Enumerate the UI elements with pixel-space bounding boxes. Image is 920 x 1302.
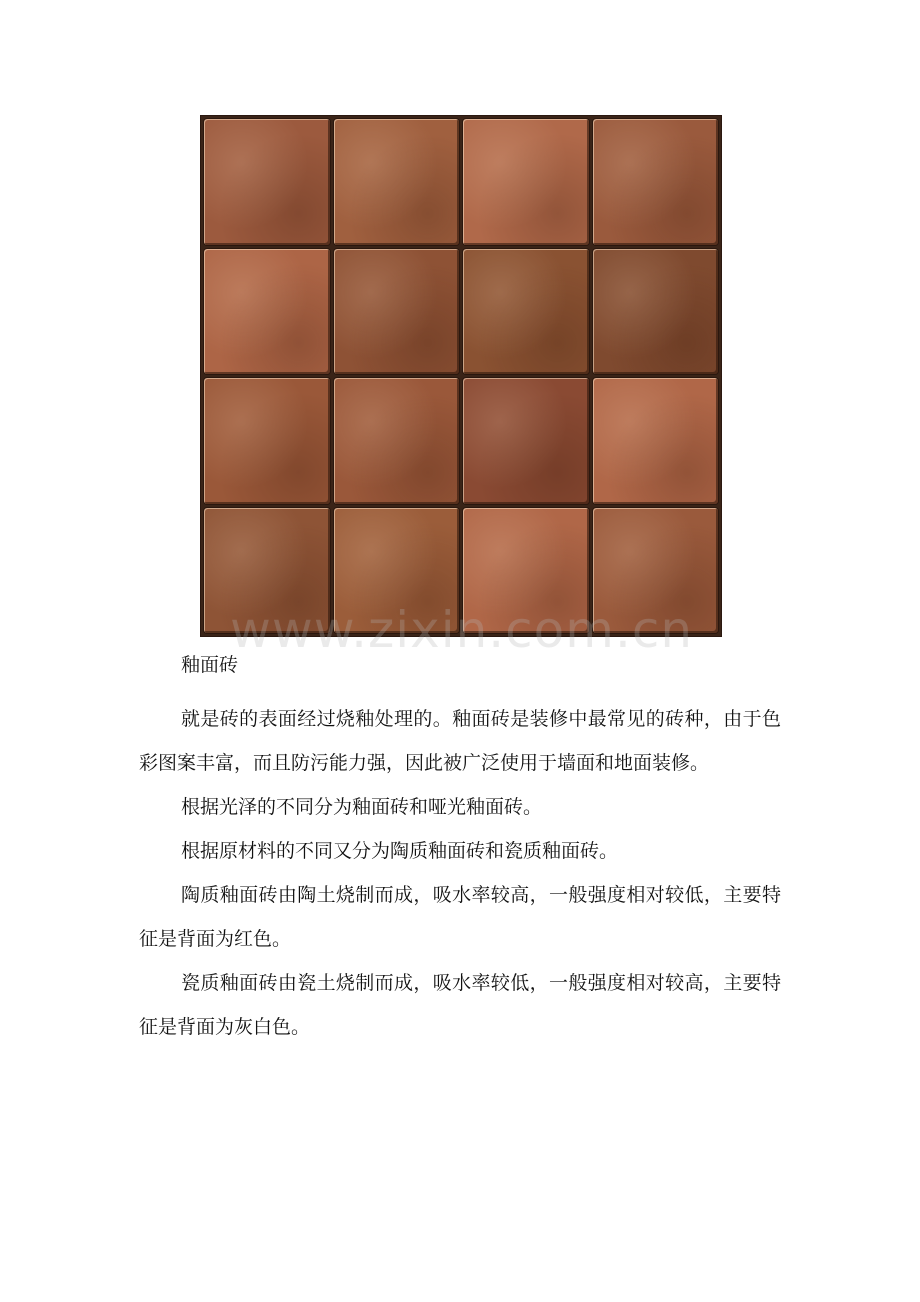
tile-r2-c2: [334, 249, 460, 375]
tile-r3-c2: [334, 378, 460, 504]
image-caption: 釉面砖: [181, 654, 239, 676]
paragraph-porcelain-tile: 瓷质釉面砖由瓷土烧制而成，吸水率较低，一般强度相对较高，主要特征是背面为灰白色。: [139, 972, 781, 1038]
tile-r1-c1: [204, 119, 330, 245]
paragraph-gloss-types: 根据光泽的不同分为釉面砖和哑光釉面砖。: [181, 796, 543, 818]
tile-r3-c1: [204, 378, 330, 504]
paragraph-definition: 就是砖的表面经过烧釉处理的。釉面砖是装修中最常见的砖种，由于色彩图案丰富，而且防污能力强，因此被广泛使用于墙面和地面装修。: [139, 708, 781, 774]
tile-r4-c3: [463, 508, 589, 634]
tile-r3-c3: [463, 378, 589, 504]
tile-r2-c3: [463, 249, 589, 375]
tile-r4-c4: [593, 508, 719, 634]
tile-r1-c3: [463, 119, 589, 245]
tile-r1-c2: [334, 119, 460, 245]
tile-r2-c1: [204, 249, 330, 375]
glazed-tile-image: [200, 115, 722, 637]
watermark-text: www.zixin.com.cn: [230, 601, 694, 659]
paragraph-pottery-tile: 陶质釉面砖由陶土烧制而成，吸水率较高，一般强度相对较低，主要特征是背面为红色。: [139, 884, 781, 950]
tile-r4-c2: [334, 508, 460, 634]
tile-r4-c1: [204, 508, 330, 634]
paragraph-material-types: 根据原材料的不同又分为陶质釉面砖和瓷质釉面砖。: [181, 840, 619, 862]
tile-r1-c4: [593, 119, 719, 245]
tile-r2-c4: [593, 249, 719, 375]
tile-r3-c4: [593, 378, 719, 504]
